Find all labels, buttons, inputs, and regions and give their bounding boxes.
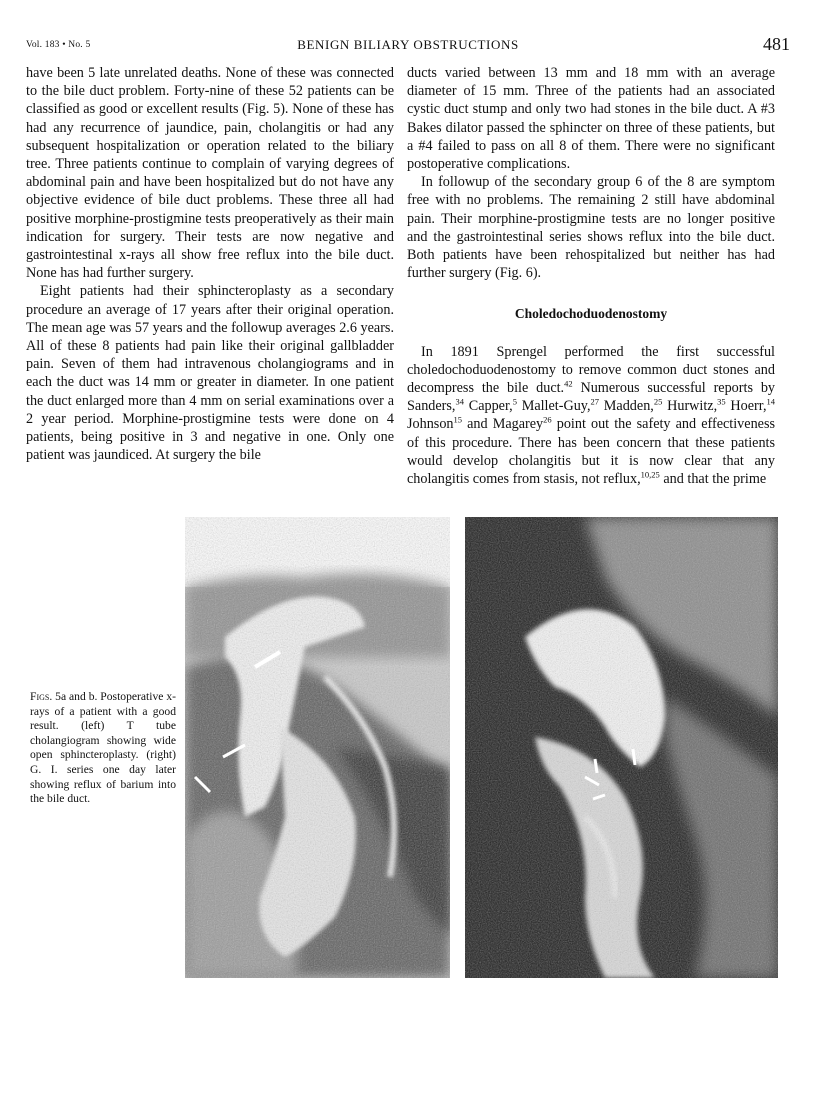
- text-run: Hoerr,: [725, 398, 767, 415]
- paragraph: [407, 343, 775, 489]
- reference-number: 5: [512, 396, 517, 407]
- gi-series-image: [465, 517, 778, 978]
- reference-number: 42: [564, 378, 573, 389]
- reference-number: 15: [453, 414, 463, 425]
- reference-number: 27: [590, 396, 600, 407]
- text-run: Johnson: [407, 416, 454, 433]
- text-run: In 1891 Sprengel performed the first successful choledochoduodenostomy to remove common duct stones and decompress the bile duct.: [407, 343, 775, 397]
- xray-image-left: [185, 517, 450, 978]
- text-run: Hurwitz,: [662, 398, 718, 415]
- right-column: [407, 64, 775, 488]
- reference-number: 26: [543, 414, 552, 425]
- text-run: Capper,: [463, 398, 513, 415]
- reference-number: 14: [766, 396, 775, 407]
- left-column: [26, 64, 394, 464]
- text-run: and that the prime: [659, 471, 767, 488]
- text-run: Numerous successful reports by Sanders,: [407, 380, 776, 415]
- t-tube-cholangiogram-image: [185, 517, 450, 978]
- running-title: BENIGN BILIARY OBSTRUCTIONS: [297, 37, 519, 52]
- page-number: 481: [763, 34, 790, 54]
- reference-number: 35: [717, 396, 726, 407]
- reference-number: 10,25: [640, 469, 660, 480]
- text-run: Madden,: [599, 398, 654, 415]
- text-run: point out the safety and effectiveness of this procedure. There has been concern that these patients would develop cholangitis but it is now clear that any cholangitis comes from stasis, not reflux,: [407, 416, 776, 488]
- reference-number: 25: [653, 396, 663, 407]
- volume-label: Vol. 183 • No. 5: [26, 40, 91, 50]
- paragraph: have been 5 late unrelated deaths. None of these was connected to the bile duct problem. Forty-nine of these 52 patients can be classified as good or excellent results (Fig. 5). None of these has had any recurrence of jaundice, pain, cholangitis or had any subsequent hospitalization or operation related to the biliary tree. Three patients continue to complain of varying degrees of abdominal pain and have been hospitalized but do not have any objective evidence of bile duct problems. These three all had positive morphine-prostigmine tests preoperatively as their main indication for surgery. Their tests are now negative and gastrointestinal x-rays all show free reflux into the bile duct. None has had further surgery.: [26, 65, 394, 282]
- paragraph: Eight patients had their sphincteroplasty as a secondary procedure an average of 17 years after their original operation. The mean age was 57 years and the followup averages 2.6 years. All of these 8 patients had pain like their original gallbladder pain. Seven of them had intravenous cholangiograms and in each the duct was 14 mm or greater in diameter. In one patient the duct enlarged more than 4 mm on serial examinations over a 2 year period. Morphine-prostigmine tests were done on 4 patients, being positive in 3 and negative in one. Only one patient was jaundiced. At surgery the bile: [26, 283, 394, 464]
- text-run: Mallet-Guy,: [516, 398, 591, 415]
- paragraph: ducts varied between 13 mm and 18 mm with an average diameter of 15 mm. Three of the patients had an associated cystic duct stump and only two had stones in the bile duct. A #3 Bakes dilator passed the sphincter on three of these patients, but a #4 failed to pass on all 8 of them. There were no significant postoperative complications.: [407, 65, 775, 173]
- caption-label: Figs.: [30, 690, 53, 703]
- section-heading: Choledochoduodenostomy: [514, 306, 668, 322]
- page-header: [26, 36, 790, 62]
- reference-number: 34: [455, 396, 464, 407]
- text-run: and Magarey: [462, 416, 544, 433]
- caption-text: 5a and b. Postoperative x-rays of a patient with a good result. (left) T tube cholangiogram showing wide open sphincteroplasty. (right) G. I. series one day later showing reflux of barium into the bile duct.: [30, 690, 176, 806]
- figure-caption: [30, 690, 176, 807]
- paragraph: In followup of the secondary group 6 of the 8 are symptom free with no problems. The remaining 2 still have abdominal pain. Their morphine-prostigmine tests are no longer positive and the gastrointestinal series shows reflux into the bile duct. Both patients have been rehospitalized but neither has had further surgery (Fig. 6).: [407, 174, 775, 282]
- xray-image-right: [465, 517, 778, 978]
